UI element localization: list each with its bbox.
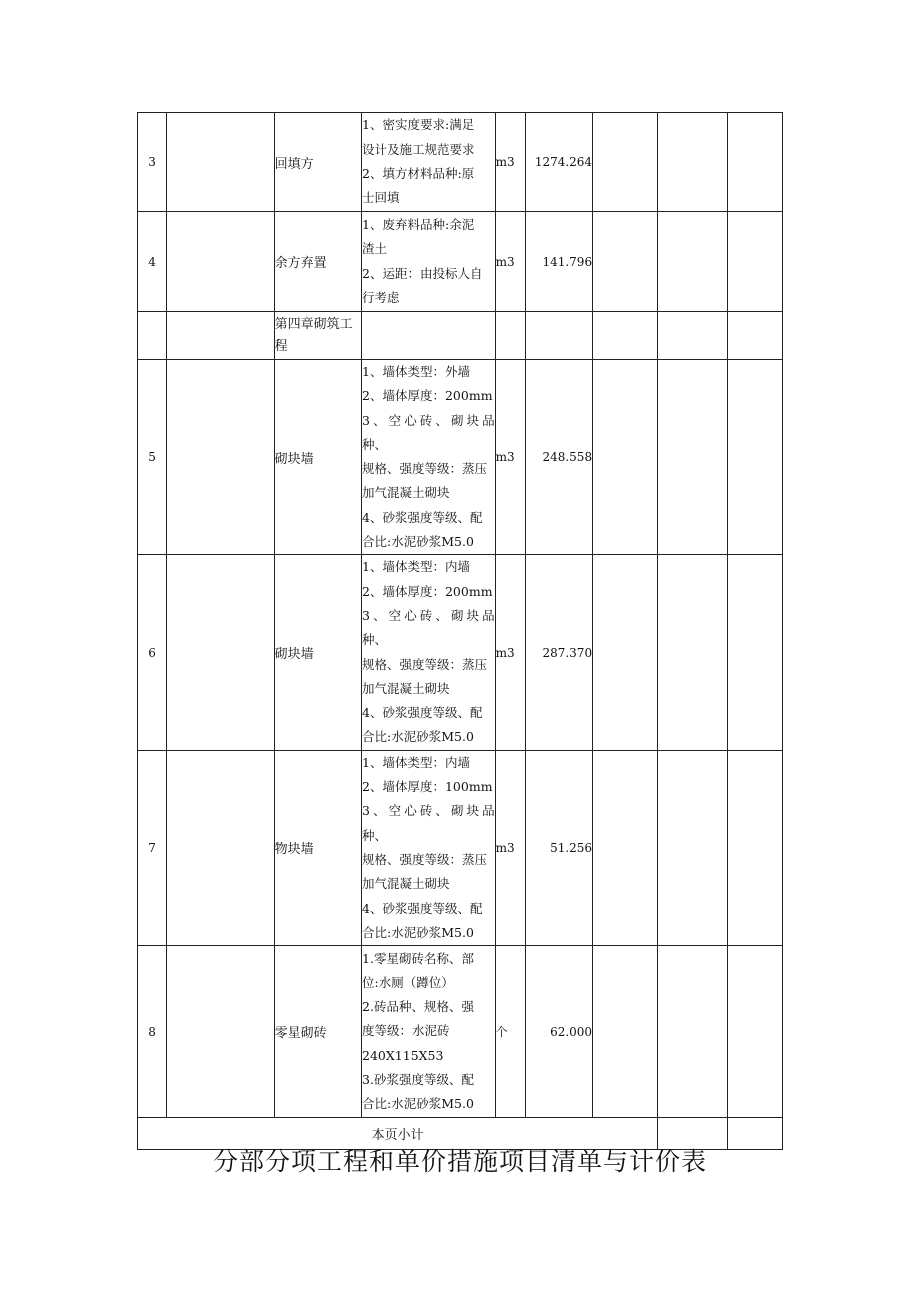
description-line: 2、墙体厚度：100mm: [362, 779, 493, 795]
description-line: 2.砖品种、规格、强: [362, 999, 474, 1015]
code-cell: [167, 555, 275, 750]
code-cell: [167, 946, 275, 1118]
item-name: 物块墙: [274, 750, 361, 945]
quantity-cell: 287.370: [525, 555, 592, 750]
item-description: [362, 360, 496, 555]
unit-cell: m3: [495, 750, 525, 945]
chapter-title-line: 第四章砌筑工: [274, 316, 353, 332]
remark-cell: [727, 750, 782, 945]
description-line: 1、墙体类型：外墙: [362, 364, 470, 379]
remark-cell: [727, 946, 782, 1118]
item-name: 砌块墙: [274, 360, 361, 555]
amount-cell: [658, 555, 727, 750]
description-line: 合比:水泥砂浆M5.0: [362, 1096, 474, 1112]
description-line: 4、砂浆强度等级、配: [362, 509, 483, 525]
code-cell: [167, 360, 275, 555]
table-row: [138, 113, 783, 212]
amount-cell: [658, 360, 727, 555]
description-line: 位:水厕（蹲位）: [362, 974, 454, 990]
description-line: 合比:水泥砂浆M5.0: [362, 729, 474, 745]
table-row: [138, 212, 783, 312]
description-line: 3、空心砖、砌块品种、: [362, 607, 495, 648]
description-line: 规格、强度等级：蒸压: [362, 656, 488, 672]
description-line: 3、空心砖、砌块品种、: [362, 803, 495, 843]
chapter-title-line: 程: [274, 338, 288, 354]
subtotal-label: 本页小计: [138, 1118, 658, 1150]
item-name: 回填方: [274, 113, 361, 212]
description-line: 设计及施工规范要求: [362, 141, 475, 157]
amount-cell: [658, 113, 727, 212]
description-line: 规格、强度等级：蒸压: [362, 851, 488, 867]
row-number: 5: [138, 360, 167, 555]
description-line: 合比:水泥砂浆M5.0: [362, 924, 474, 940]
unit-cell: m3: [495, 555, 525, 750]
qty-cell: [525, 312, 592, 360]
amount-cell: [658, 946, 727, 1118]
desc-cell: [362, 312, 496, 360]
row-number: 7: [138, 750, 167, 945]
item-name: 砌块墙: [274, 555, 361, 750]
bill-table: [137, 112, 783, 1150]
description-line: 2、墙体厚度：200mm: [362, 388, 493, 404]
item-name: 零星砌砖: [274, 946, 361, 1118]
description-line: 行考虑: [362, 289, 400, 305]
description-line: 规格、强度等级：蒸压: [362, 461, 488, 477]
remark-cell: [727, 312, 782, 360]
rate-cell: [593, 555, 658, 750]
table-row: [138, 750, 783, 945]
chapter-row: [138, 312, 783, 360]
description-line: 2、填方材料品种:原: [362, 166, 475, 181]
description-line: 4、砂浆强度等级、配: [362, 900, 483, 916]
description-line: 度等级：水泥砖: [362, 1023, 450, 1039]
remark-cell: [727, 212, 782, 312]
table-row: [138, 555, 783, 750]
item-description: [362, 946, 496, 1118]
no-cell: [138, 312, 167, 360]
bill-table-body: [138, 113, 783, 1150]
remark-cell: [727, 360, 782, 555]
quantity-cell: 51.256: [525, 750, 592, 945]
description-line: 加气混凝土砌块: [362, 876, 450, 892]
rate-cell: [593, 946, 658, 1118]
unit-cell: 个: [495, 946, 525, 1118]
item-description: [362, 555, 496, 750]
item-description: [362, 750, 496, 945]
row-number: 4: [138, 212, 167, 312]
description-line: 加气混凝土砌块: [362, 485, 450, 501]
description-line: 1、墙体类型：内墙: [362, 559, 470, 575]
description-line: 士回填: [362, 190, 400, 206]
unit-cell: m3: [495, 212, 525, 312]
row-number: 6: [138, 555, 167, 750]
unit-cell: m3: [495, 360, 525, 555]
rate-cell: [593, 212, 658, 312]
description-line: 2、墙体厚度：200mm: [362, 583, 493, 599]
remark-cell: [727, 113, 782, 212]
description-line: 3.砂浆强度等级、配: [362, 1072, 474, 1088]
row-number: 3: [138, 113, 167, 212]
code-cell: [167, 212, 275, 312]
page-caption: 分部分项工程和单价措施项目清单与计价表: [212, 1147, 707, 1176]
rate-cell: [593, 360, 658, 555]
code-cell: [167, 113, 275, 212]
description-line: 渣土: [362, 241, 388, 257]
description-line: 合比:水泥砂浆M5.0: [362, 534, 474, 550]
item-name: 余方弃置: [274, 212, 361, 312]
quantity-cell: 248.558: [525, 360, 592, 555]
quantity-cell: 62.000: [525, 946, 592, 1118]
unit-cell: [495, 312, 525, 360]
description-line: 4、砂浆强度等级、配: [362, 705, 483, 721]
table-row: [138, 946, 783, 1118]
amount-cell: [658, 212, 727, 312]
description-line: 3、空心砖、砌块品种、: [362, 412, 495, 452]
rate-cell: [593, 750, 658, 945]
quantity-cell: 141.796: [525, 212, 592, 312]
description-line: 1、废弃料品种:余泥: [362, 216, 475, 232]
description-line: 加气混凝土砌块: [362, 680, 450, 696]
description-line: 1、密实度要求:满足: [362, 117, 475, 133]
description-line: 1.零星砌砖名称、部: [362, 950, 474, 966]
description-line: 1、墙体类型：内墙: [362, 754, 470, 770]
amount-cell: [658, 750, 727, 945]
unit-cell: m3: [495, 113, 525, 212]
quantity-cell: 1274.264: [525, 113, 592, 212]
remark-cell: [727, 555, 782, 750]
code-cell: [167, 312, 275, 360]
code-cell: [167, 750, 275, 945]
table-row: [138, 360, 783, 555]
row-number: 8: [138, 946, 167, 1118]
description-line: 240X115X53: [362, 1047, 444, 1063]
rate-cell: [593, 312, 658, 360]
rate-cell: [593, 113, 658, 212]
item-description: [362, 212, 496, 312]
chapter-title: [274, 312, 361, 360]
item-description: [362, 113, 496, 212]
description-line: 2、运距：由投标人自: [362, 265, 483, 281]
amount-cell: [658, 312, 727, 360]
